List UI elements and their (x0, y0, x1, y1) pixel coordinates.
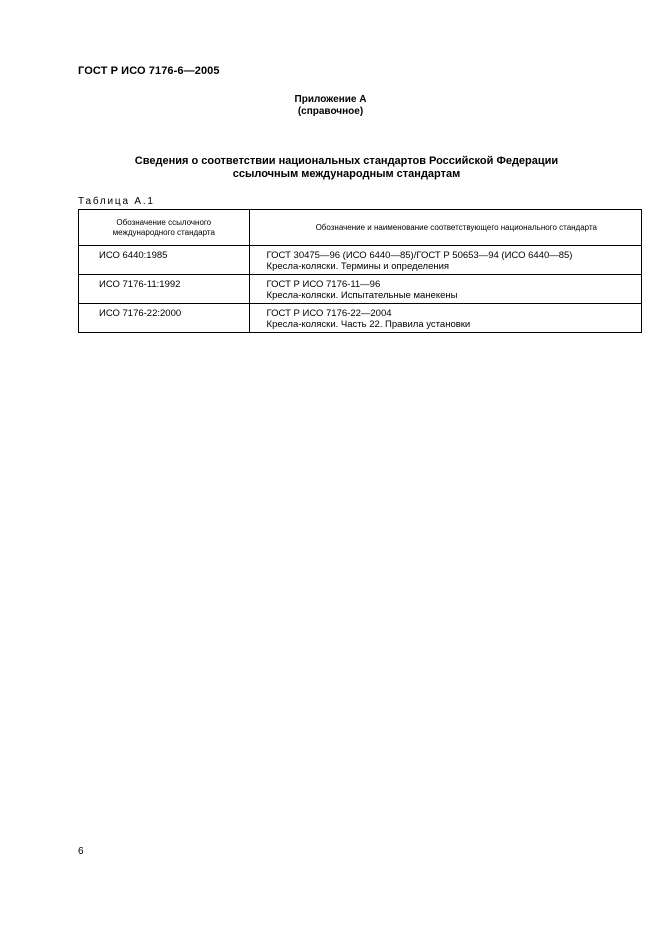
table-row (79, 246, 642, 275)
table-caption: Таблица А.1 (78, 196, 155, 207)
table-row (79, 304, 642, 333)
section-title (0, 155, 661, 181)
appendix-heading (0, 94, 661, 118)
cell-intl-standard: ИСО 7176-11:1992 (79, 275, 250, 304)
cell-national-standard (249, 246, 641, 275)
table-row (79, 275, 642, 304)
document-code: ГОСТ Р ИСО 7176-6—2005 (78, 65, 220, 77)
national-designation: ГОСТ 30475—96 (ИСО 6440—85)/ГОСТ Р 50653—94 (ИСО 6440—85) (266, 250, 573, 261)
appendix-title: Приложение А (294, 94, 367, 105)
correspondence-table (78, 209, 642, 333)
section-title-line1: Сведения о соответствии национальных стандартов Российской Федерации (134, 155, 559, 167)
header-intl-line1: Обозначение ссылочного (116, 217, 212, 227)
national-designation: ГОСТ Р ИСО 7176-22—2004 (266, 308, 392, 319)
cell-intl-standard: ИСО 7176-22:2000 (79, 304, 250, 333)
header-national-standard: Обозначение и наименование соответствующего национального стандарта (249, 210, 641, 246)
page-number: 6 (78, 846, 84, 857)
cell-national-standard (249, 304, 641, 333)
national-name: Кресла-коляски. Термины и определения (266, 261, 450, 272)
header-intl-line2: международного стандарта (112, 227, 215, 237)
header-intl-standard (79, 210, 250, 246)
section-title-line2: ссылочным международным стандартам (232, 168, 461, 180)
cell-national-standard (249, 275, 641, 304)
table-header-row (79, 210, 642, 246)
appendix-type: (справочное) (297, 106, 364, 117)
national-name: Кресла-коляски. Испытательные манекены (266, 290, 458, 301)
national-designation: ГОСТ Р ИСО 7176-11—96 (266, 279, 381, 290)
cell-intl-standard: ИСО 6440:1985 (79, 246, 250, 275)
national-name: Кресла-коляски. Часть 22. Правила установки (266, 319, 471, 330)
